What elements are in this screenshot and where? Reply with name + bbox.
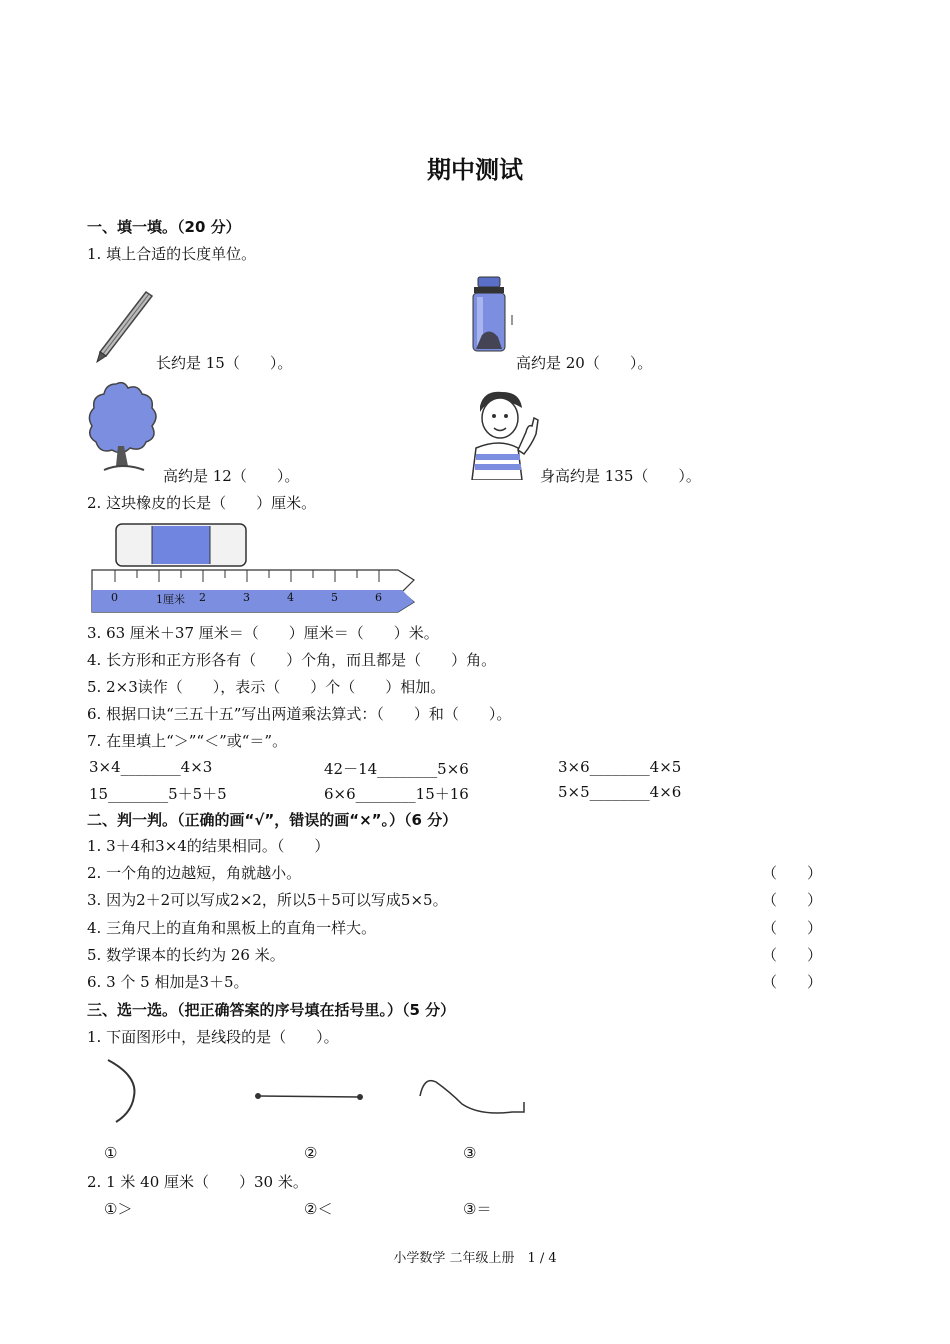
option-3: ③＝ [463, 1200, 492, 1218]
section-2-heading: 二、判一判。（正确的画“√”，错误的画“×”。）（6 分） [87, 811, 458, 829]
s1-q1: 1. 填上合适的长度单位。 [87, 245, 257, 263]
judge-item-4: 4. 三角尺上的直角和黑板上的直角一样大。 [87, 919, 377, 937]
compare-item: 15________5＋5＋5 [89, 785, 227, 803]
section-1-heading: 一、填一填。（20 分） [87, 218, 241, 236]
option-3: ③ [463, 1144, 477, 1162]
s1-q5: 5. 2×3读作（ ），表示（ ）个（ ）相加。 [87, 678, 446, 696]
compare-item: 5×5________4×6 [558, 783, 682, 801]
section-3-heading: 三、选一选。（把正确答案的序号填在括号里。）（5 分） [87, 1001, 456, 1019]
eraser-ruler-illustration [90, 522, 420, 616]
judge-item-3: 3. 因为2＋2可以写成2×2，所以5＋5可以写成5×5。 [87, 891, 448, 909]
s3-q1: 1. 下面图形中，是线段的是（ ）。 [87, 1028, 339, 1046]
compare-item: 3×6________4×5 [558, 758, 682, 776]
ruler-tick-3: 3 [243, 591, 250, 604]
ruler-tick-0: 0 [111, 591, 118, 604]
wavy-shape [416, 1072, 530, 1120]
judge-item-1: 1. 3＋4和3×4的结果相同。（ ） [87, 837, 330, 855]
s1-q2: 2. 这块橡皮的长是（ ）厘米。 [87, 494, 317, 512]
answer-paren: （ ） [762, 891, 823, 909]
answer-paren: （ ） [762, 864, 823, 882]
ruler-tick-5: 5 [331, 591, 338, 604]
s1-q4: 4. 长方形和正方形各有（ ）个角，而且都是（ ）角。 [87, 651, 497, 669]
page-title: 期中测试 [427, 156, 523, 184]
compare-item: 3×4________4×3 [89, 758, 213, 776]
ruler-tick-1: 1厘米 [156, 593, 185, 606]
s1-q7: 7. 在里填上“＞”“＜”或“＝”。 [87, 732, 288, 750]
boy-text: 身高约是 135（ ）。 [540, 467, 701, 485]
line-segment-shape [250, 1088, 370, 1104]
answer-paren: （ ） [762, 973, 823, 991]
option-1: ①＞ [104, 1200, 133, 1218]
s1-q3: 3. 63 厘米＋37 厘米＝（ ）厘米＝（ ）米。 [87, 624, 439, 642]
pencil-text: 长约是 15（ ）。 [156, 354, 293, 372]
option-1: ① [104, 1144, 118, 1162]
option-2: ②＜ [304, 1200, 333, 1218]
judge-item-5: 5. 数学课本的长约为 26 米。 [87, 946, 285, 964]
thermos-text: 高约是 20（ ）。 [516, 354, 653, 372]
tree-text: 高约是 12（ ）。 [163, 467, 300, 485]
thermos-illustration [468, 275, 520, 357]
tree-illustration [86, 380, 162, 476]
boy-illustration [466, 388, 542, 480]
ruler-tick-6: 6 [375, 591, 382, 604]
page-footer: 小学数学 二年级上册 1 / 4 [393, 1251, 557, 1266]
answer-paren: （ ） [762, 946, 823, 964]
s3-q2: 2. 1 米 40 厘米（ ）30 米。 [87, 1173, 308, 1191]
ruler-tick-2: 2 [199, 591, 206, 604]
judge-item-6: 6. 3 个 5 相加是3＋5。 [87, 973, 249, 991]
option-2: ② [304, 1144, 318, 1162]
judge-item-2: 2. 一个角的边越短，角就越小。 [87, 864, 302, 882]
answer-paren: （ ） [762, 919, 823, 937]
compare-item: 42－14________5×6 [324, 760, 469, 778]
curve-shape [104, 1056, 144, 1126]
s1-q6: 6. 根据口诀“三五十五”写出两道乘法算式：（ ）和（ ）。 [87, 705, 512, 723]
compare-item: 6×6________15＋16 [324, 785, 469, 803]
ruler-tick-4: 4 [287, 591, 294, 604]
pencil-illustration [94, 290, 156, 364]
